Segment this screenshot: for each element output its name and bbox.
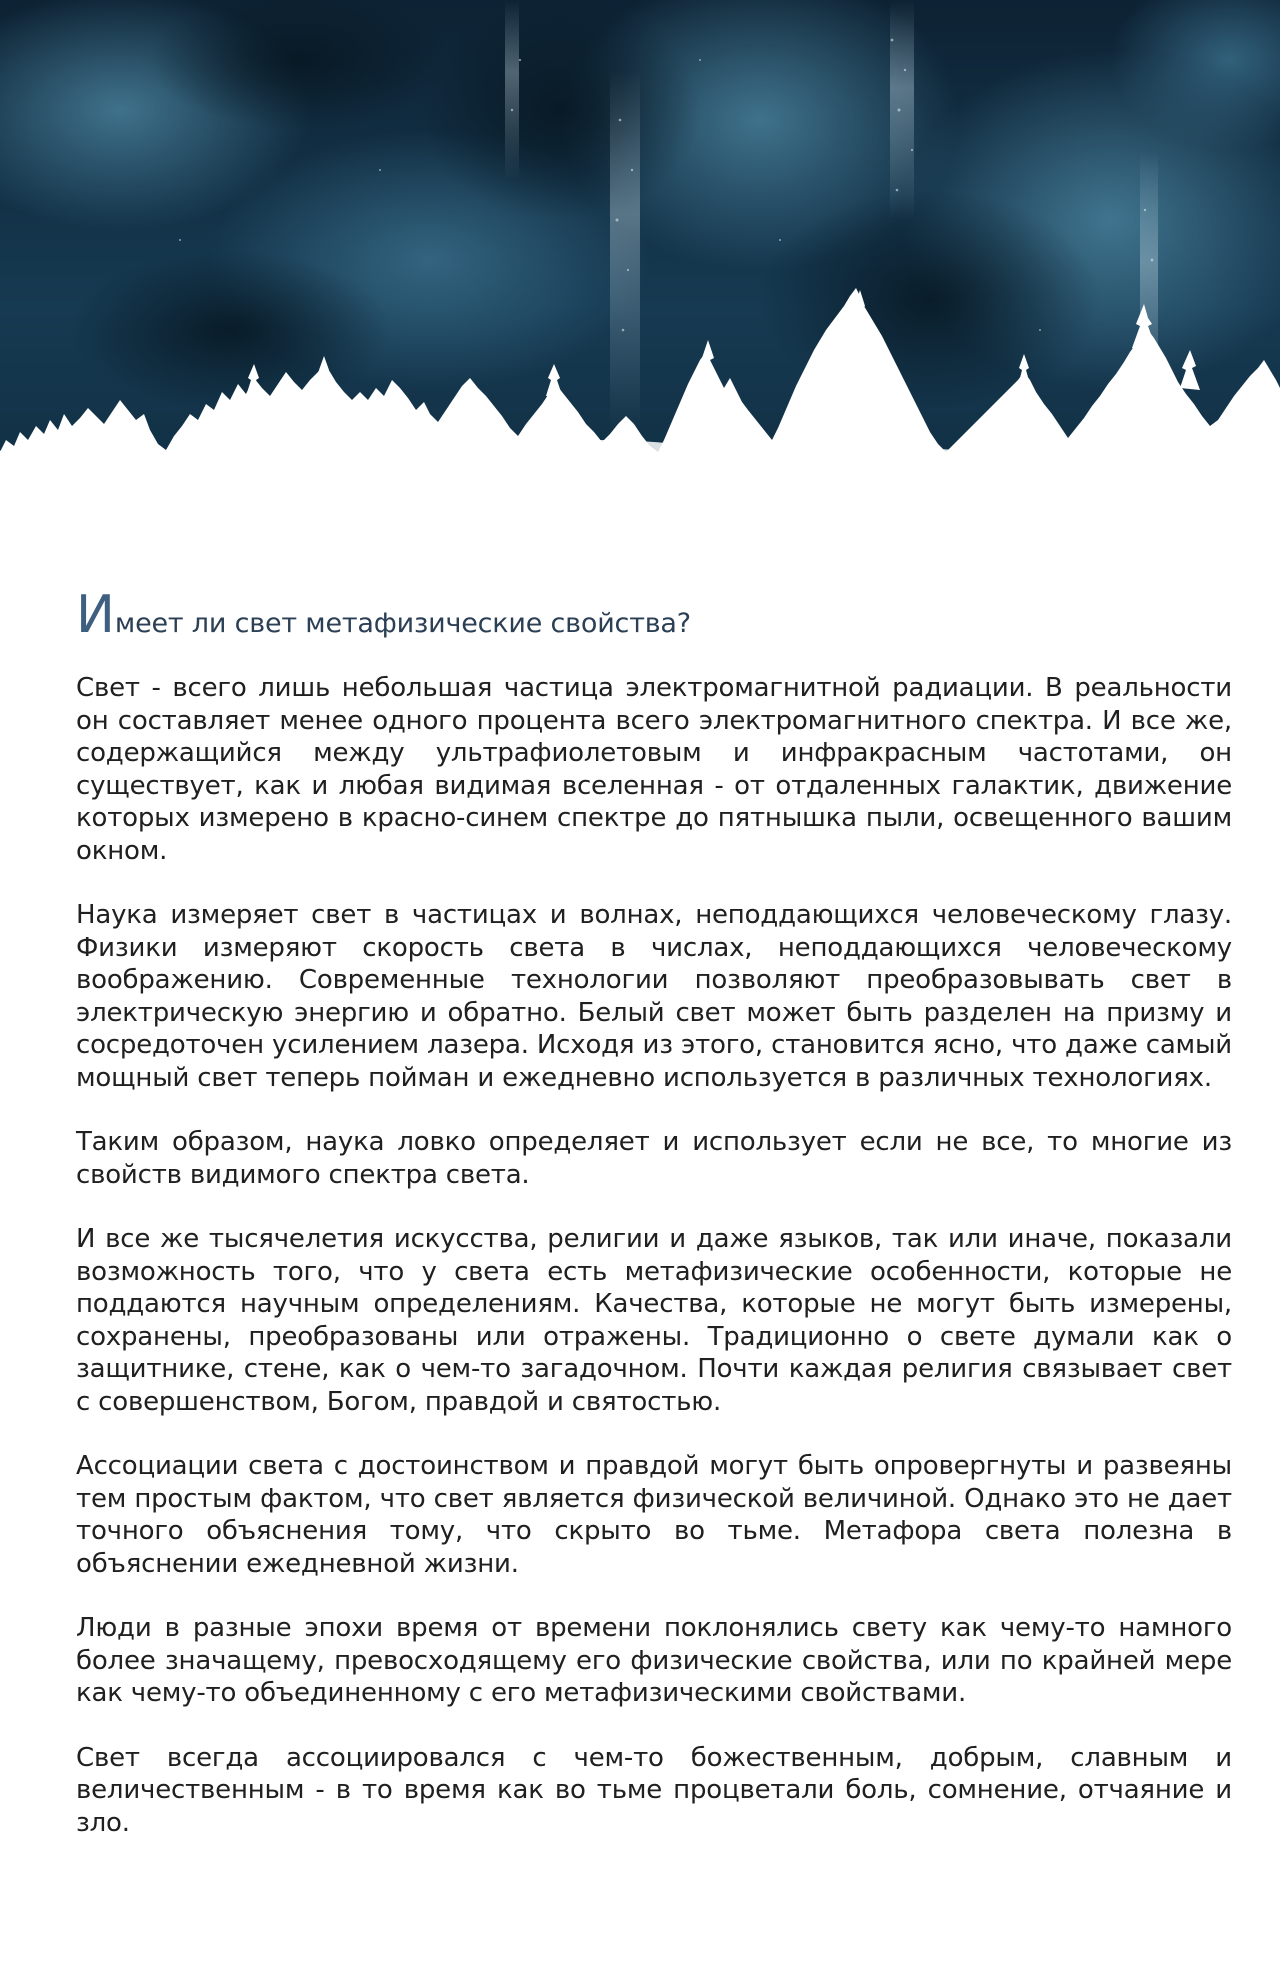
title-text: меет ли свет метафизические свойства?	[114, 608, 691, 639]
article-title	[76, 585, 1232, 645]
paragraph-6: Люди в разные эпохи время от времени поклонялись свету как чему-то намного более значащему, превосходящему его физические свойства, или по крайней мере как чему-то объединенному с его метафизическими свойствами.	[76, 1613, 1232, 1708]
paragraph-4: И все же тысячелетия искусства, религии и даже языков, так или иначе, показали возможность того, что у света есть метафизические особенности, которые не поддаются научным определениям. Качества, которые не могут быть измерены, сохранены, преобразованы или отражены. Традиционно о свете думали как о защитнике, стене, как о чем-то загадочном. Почти каждая религия связывает свет с совершенством, Богом, правдой и святостью.	[76, 1224, 1232, 1417]
winter-forest-banner	[0, 0, 1280, 560]
title-drop-initial: И	[76, 585, 115, 645]
winter-forest-illustration	[0, 0, 1280, 560]
paragraph-1: Свет - всего лишь небольшая частица электромагнитной радиации. В реальности он составляет менее одного процента всего электромагнитного спектра. И все же, содержащийся между ультрафиолетовым и инфракрасным частотами, он существует, как и любая видимая вселенная - от отдаленных галактик, движение которых измерено в красно-синем спектре до пятнышка пыли, освещенного вашим окном.	[76, 673, 1232, 866]
paragraph-5: Ассоциации света с достоинством и правдой могут быть опровергнуты и развеяны тем простым фактом, что свет является физической величиной. Однако это не дает точного объяснения тому, что скрыто во тьме. Метафора света полезна в объяснении ежедневной жизни.	[76, 1451, 1232, 1579]
paragraph-2: Наука измеряет свет в частицах и волнах, неподдающихся человеческому глазу. Физики измеряют скорость света в числах, неподдающихся человеческому воображению. Современные технологии позволяют преобразовывать свет в электрическую энергию и обратно. Белый свет может быть разделен на призму и сосредоточен усилением лазера. Исходя из этого, становится ясно, что даже самый мощный свет теперь пойман и ежедневно используется в различных технологиях.	[76, 900, 1232, 1093]
article	[76, 585, 1232, 1871]
paragraph-3: Таким образом, наука ловко определяет и использует если не все, то многие из свойств видимого спектра света.	[76, 1127, 1232, 1190]
paragraph-7: Свет всегда ассоциировался с чем-то божественным, добрым, славным и величественным - в то время как во тьме процветали боль, сомнение, отчаяние и зло.	[76, 1742, 1232, 1838]
